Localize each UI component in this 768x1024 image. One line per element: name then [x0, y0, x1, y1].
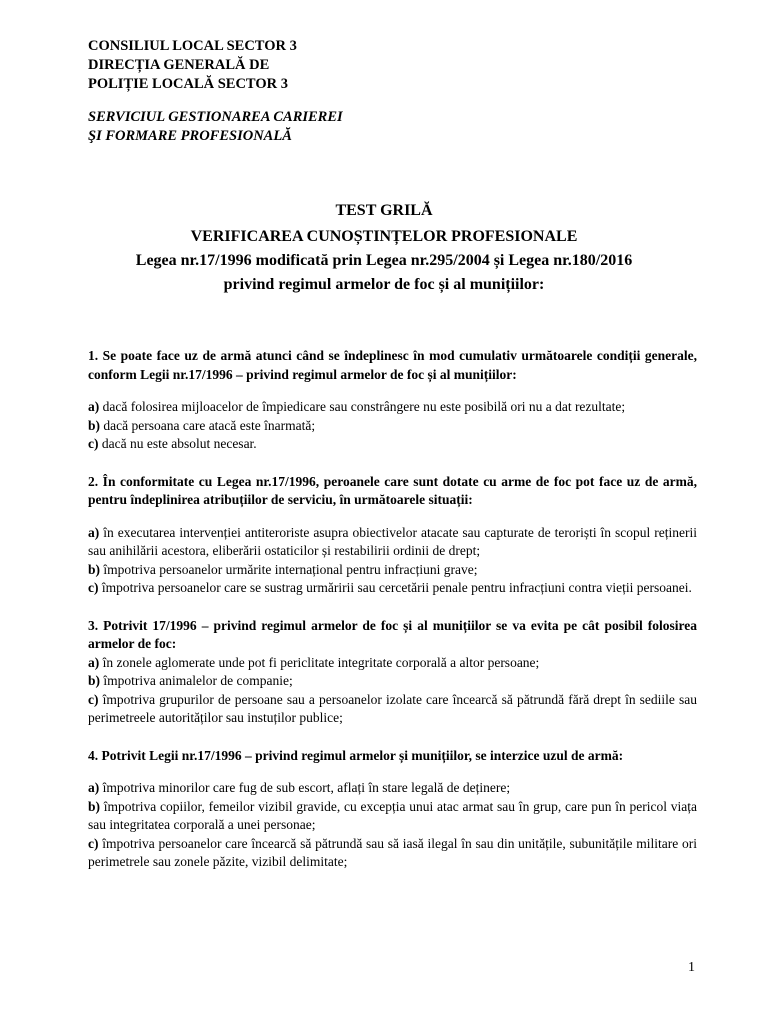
document-title — [0, 199, 768, 297]
option-a — [88, 524, 697, 561]
option-text: împotriva animalelor de companie; — [100, 673, 293, 688]
option-b — [88, 798, 697, 835]
header-line-3: POLIȚIE LOCALĂ SECTOR 3 — [88, 76, 288, 92]
option-text: în executarea intervenției antiteroriste asupra obiectivelor atacate sau capturate de teroriști în scopul reținerii sau anihilării acestora, eliberării ostaticilor și restabilirii ordinii de drept; — [88, 524, 697, 558]
option-text: împotriva grupurilor de persoane sau a persoanelor izolate care încearcă să pătrundă fără drept în sediile sau perimetreele autorităților sau instuților publice; — [88, 691, 697, 725]
option-text: împotriva minorilor care fug de sub escort, aflați în stare legală de deținere; — [99, 780, 511, 795]
service-header — [88, 108, 343, 146]
option-text: împotriva persoanelor care se sustrag urmăririi sau cercetării penale pentru infracțiuni contra vieții persoanei. — [98, 580, 692, 595]
title-line-1: TEST GRILĂ — [335, 202, 433, 219]
question-3: 3. Potrivit 17/1996 – privind regimul armelor de foc și al munițiilor se va evita pe cât posibil folosirea armelor de foc: — [88, 617, 697, 651]
option-b — [88, 672, 697, 691]
option-text: dacă nu este absolut necesar. — [98, 436, 257, 451]
option-letter: c) — [88, 580, 99, 595]
option-letter: b) — [88, 673, 101, 688]
title-line-2: VERIFICAREA CUNOȘTINȚELOR PROFESIONALE — [190, 228, 578, 245]
option-letter: b) — [88, 798, 101, 814]
option-text: împotriva persoanelor care încearcă să pătrundă sau să iasă ilegal în sau din unitățile, subunitățile militare ori perimetrele sau zonele păzite, vizibil delimitate; — [88, 835, 697, 869]
question-2: 2. În conformitate cu Legea nr.17/1996, peroanele care sunt dotate cu arme de foc pot face uz de armă, pentru îndeplinirea atribuțiilor de serviciu, în următoarele situații: — [88, 473, 697, 507]
option-letter: a) — [88, 399, 100, 414]
option-text: în zonele aglomerate unde pot fi periclitate integritate corporală a altor persoane; — [99, 654, 540, 670]
option-c — [88, 579, 697, 598]
institution-header — [88, 37, 297, 94]
question-4: 4. Potrivit Legii nr.17/1996 – privind regimul armelor și munițiilor, se interzice uzul de armă: — [88, 747, 624, 763]
option-c — [88, 435, 697, 454]
option-text: dacă persoana care atacă este înarmată; — [100, 417, 316, 433]
title-line-4: privind regimul armelor de foc și al munițiilor: — [223, 276, 545, 293]
option-c — [88, 835, 697, 872]
page-number: 1 — [688, 960, 695, 975]
option-letter: a) — [88, 780, 100, 795]
option-letter: c) — [88, 436, 99, 451]
option-text: împotriva copiilor, femeilor vizibil gravide, cu excepția unui atac armat sau în grup, care pun în pericol viața sau integritatea corporală a unei personae; — [88, 798, 697, 832]
option-letter: c) — [88, 835, 99, 851]
question-2-options — [88, 524, 697, 598]
option-letter: b) — [88, 417, 101, 433]
option-letter: b) — [88, 561, 101, 577]
questions-list — [88, 347, 697, 872]
header-line-1: CONSILIUL LOCAL SECTOR 3 — [88, 38, 297, 54]
option-letter: a) — [88, 524, 100, 540]
option-letter: c) — [88, 691, 99, 707]
option-a — [88, 398, 697, 417]
option-letter: a) — [88, 654, 100, 670]
question-3-options — [88, 654, 697, 728]
header-line-2: DIRECȚIA GENERALĂ DE — [88, 57, 270, 73]
option-text: împotriva persoanelor urmărite internațional pentru infracțiuni grave; — [100, 561, 478, 577]
title-line-3: Legea nr.17/1996 modificată prin Legea nr.295/2004 și Legea nr.180/2016 — [135, 252, 633, 269]
option-a — [88, 654, 697, 673]
service-line-1: SERVICIUL GESTIONAREA CARIEREI — [88, 109, 343, 125]
option-b — [88, 561, 697, 580]
option-a — [88, 779, 697, 798]
question-1: 1. Se poate face uz de armă atunci când se îndeplinesc în mod cumulativ următoarele condiții generale, conform Legii nr.17/1996 – privind regimul armelor de foc și al munițiilor: — [88, 348, 697, 382]
question-4-options — [88, 779, 697, 872]
option-b — [88, 417, 697, 436]
service-line-2: ŞI FORMARE PROFESIONALĂ — [88, 128, 292, 144]
question-1-options — [88, 398, 697, 454]
option-text: dacă folosirea mijloacelor de împiedicare sau constrângere nu este posibilă ori nu a dat rezultate; — [99, 399, 626, 414]
option-c — [88, 691, 697, 728]
